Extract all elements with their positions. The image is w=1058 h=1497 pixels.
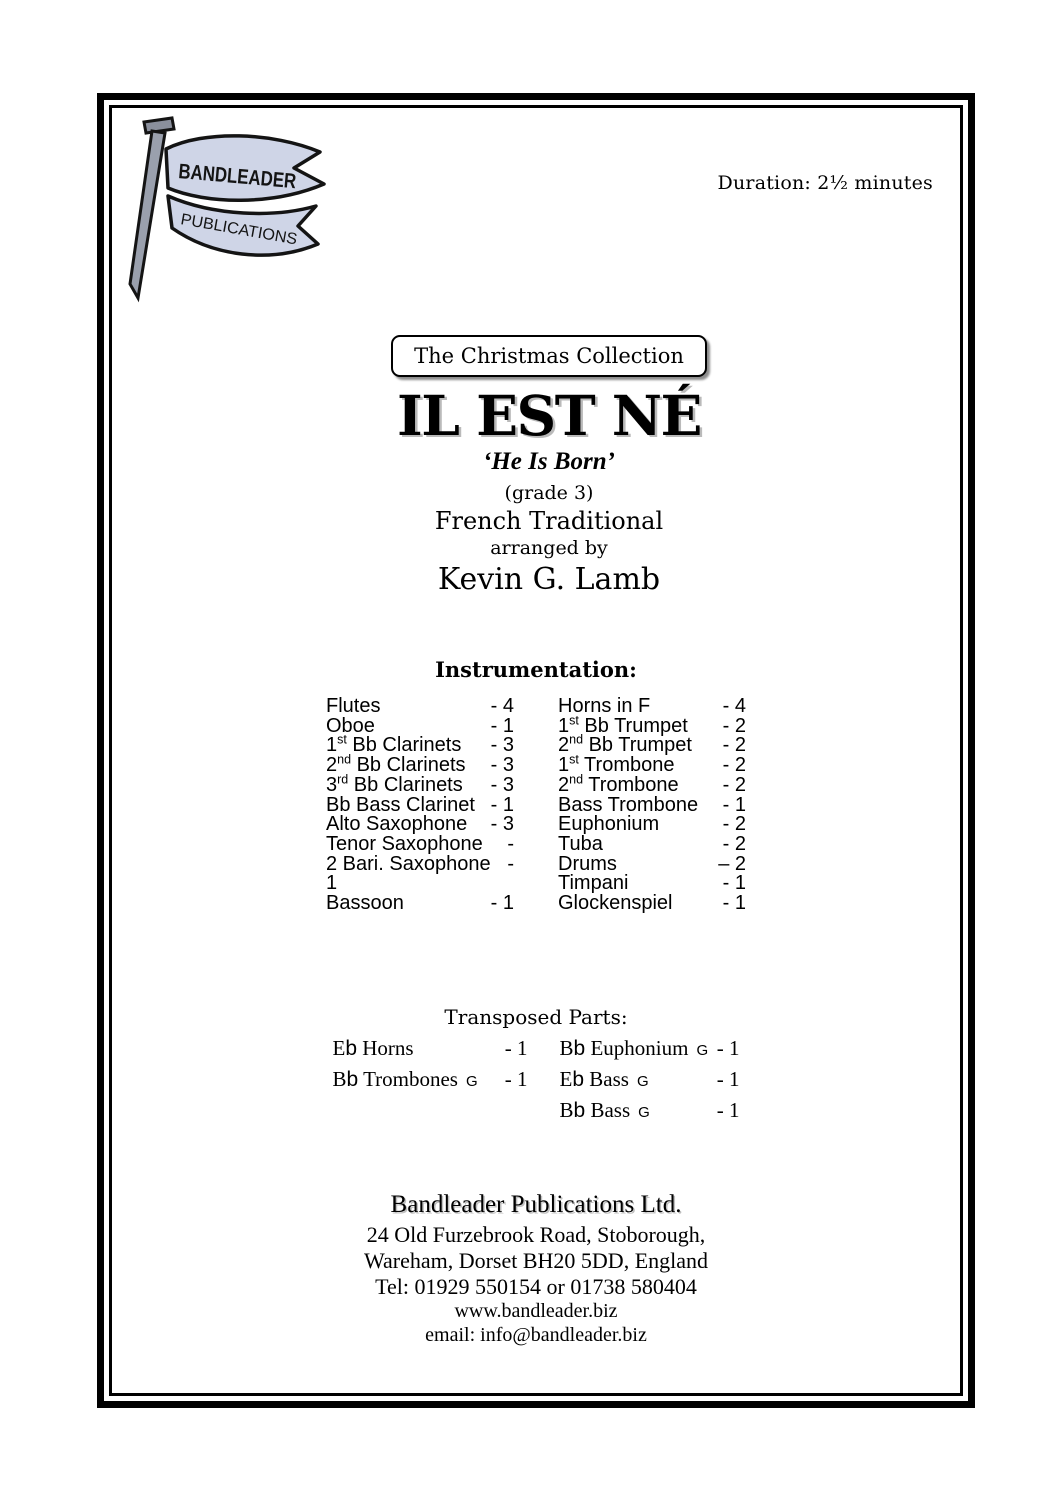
instrument-label: Glockenspiel xyxy=(558,892,673,915)
instrument-count: - 4 xyxy=(722,695,746,717)
instrument-label: Drums xyxy=(558,852,617,875)
transposed-name xyxy=(333,1036,505,1061)
instrument-count: - 4 xyxy=(490,695,514,717)
instrument-name xyxy=(326,852,491,875)
instrument-ordinal-number: 3 xyxy=(326,773,338,796)
transposed-note-letter: B xyxy=(559,1036,574,1060)
instrument-label: Alto Saxophone xyxy=(326,813,468,836)
title-block xyxy=(125,335,973,597)
flat-sign: b xyxy=(345,1037,358,1060)
page-inner-border xyxy=(109,105,963,1396)
instrument-count: - 1 xyxy=(722,793,746,816)
transposed-column-right xyxy=(560,1036,740,1129)
transposed-count: - 1 xyxy=(716,1036,740,1060)
transposed-note-letter: B xyxy=(332,1067,347,1091)
instrumentation-column-right xyxy=(558,697,746,914)
transposed-count: - 1 xyxy=(716,1098,740,1122)
instrument-label: Oboe xyxy=(326,714,375,737)
instrument-count: - 1 xyxy=(722,892,746,915)
transposed-parts-heading: Transposed Parts: xyxy=(444,1005,628,1029)
instrumentation-list xyxy=(326,697,746,914)
instrument-row xyxy=(558,894,746,914)
instrument-count: - 2 xyxy=(722,832,746,855)
instrument-label: Flutes xyxy=(326,695,381,717)
instrument-count: - 2 xyxy=(722,813,746,836)
instrument-ordinal-suffix: nd xyxy=(569,732,584,747)
flat-sign: b xyxy=(573,1037,586,1060)
instrumentation-column-left xyxy=(326,697,514,914)
transposed-column-left xyxy=(333,1036,528,1129)
instrument-label: Bb Trumpet xyxy=(578,714,688,737)
transposed-note-letter: B xyxy=(559,1098,574,1122)
banner-top xyxy=(166,136,327,200)
publisher-name: Bandleader Publications Ltd. xyxy=(390,1191,682,1218)
grade-label: (grade 3) xyxy=(504,481,594,504)
instrumentation-heading: Instrumentation: xyxy=(435,657,637,682)
page-border xyxy=(97,93,975,1408)
transposed-count: - 1 xyxy=(716,1067,740,1091)
logo-text-bandleader: BANDLEADER xyxy=(177,160,327,196)
instrument-label: Bb Bass Clarinet xyxy=(326,793,475,816)
duration-label: Duration: 2½ minutes xyxy=(717,172,933,194)
instrument-count: - 3 xyxy=(490,773,514,796)
bandleader-logo xyxy=(122,116,330,308)
piece-subtitle: ‘He Is Born’ xyxy=(483,447,615,475)
instrument-label: 2 Bari. Saxophone xyxy=(326,852,491,875)
instrument-count: – 2 xyxy=(718,852,746,875)
instrument-label: Trombone xyxy=(578,754,675,777)
instrument-name xyxy=(326,894,472,914)
transposed-count: - 1 xyxy=(504,1067,528,1091)
clef-indicator: G xyxy=(696,1042,709,1059)
instrument-label: Bb Clarinets xyxy=(346,734,462,757)
publisher-telephone: Tel: 01929 550154 or 01738 580404 xyxy=(375,1274,697,1299)
instrument-label: Bb Trumpet xyxy=(583,734,692,757)
instrument-label: Bb Clarinets xyxy=(351,754,466,777)
banner-bottom xyxy=(168,196,318,255)
instrument-count: - xyxy=(507,832,514,855)
transposed-parts-list xyxy=(333,1036,740,1129)
arranged-by-label: arranged by xyxy=(490,536,608,559)
clef-indicator: G xyxy=(465,1073,478,1090)
flat-sign: b xyxy=(346,1068,359,1091)
instrument-label: Horns in F xyxy=(558,695,651,717)
instrument-count: - 3 xyxy=(490,734,514,757)
instrument-label: 1 xyxy=(326,872,338,895)
instrument-count: - xyxy=(507,852,514,875)
instrument-ordinal-suffix: nd xyxy=(337,752,352,767)
transposed-note-letter: E xyxy=(332,1036,346,1060)
instrument-count: - 2 xyxy=(722,714,746,737)
publisher-website: www.bandleader.biz xyxy=(454,1300,618,1322)
transposed-name xyxy=(333,1067,505,1092)
transposed-row xyxy=(560,1067,740,1092)
transposed-row xyxy=(560,1036,740,1061)
transposed-count: - 1 xyxy=(504,1036,528,1060)
instrument-ordinal-suffix: rd xyxy=(337,772,349,787)
transposed-label: Trombones xyxy=(358,1067,458,1091)
instrument-count: - 1 xyxy=(490,714,514,737)
transposed-row xyxy=(333,1067,528,1092)
instrument-ordinal-number: 2 xyxy=(558,773,570,796)
instrument-count: - 1 xyxy=(722,872,746,895)
instrument-label: Bassoon xyxy=(326,892,404,915)
instrument-count: - 3 xyxy=(490,754,514,777)
instrument-count: - 3 xyxy=(490,813,514,836)
instrument-ordinal-number: 1 xyxy=(326,734,338,757)
collection-label: The Christmas Collection xyxy=(414,344,684,368)
transposed-note-letter: E xyxy=(559,1067,573,1091)
instrument-name xyxy=(558,894,704,914)
flagpole-icon xyxy=(130,118,174,298)
instrument-count: - 2 xyxy=(722,734,746,757)
transposed-name xyxy=(560,1036,717,1061)
instrument-ordinal-suffix: st xyxy=(569,752,579,767)
instrument-label: Tuba xyxy=(558,832,603,855)
flat-sign: b xyxy=(572,1068,585,1091)
transposed-label: Horns xyxy=(357,1036,414,1060)
instrument-label: Bass Trombone xyxy=(558,793,699,816)
transposed-label: Bass xyxy=(585,1098,631,1122)
instrument-count: - 1 xyxy=(490,793,514,816)
origin-label: French Traditional xyxy=(434,506,664,535)
instrument-count: - 1 xyxy=(490,892,514,915)
instrument-ordinal-suffix: st xyxy=(337,732,347,747)
flat-sign: b xyxy=(573,1099,586,1122)
publisher-block xyxy=(112,1191,960,1347)
piece-title: IL EST NÉ xyxy=(397,383,701,448)
instrument-ordinal-suffix: st xyxy=(569,713,579,728)
instrument-row xyxy=(326,852,514,875)
transposed-name xyxy=(560,1067,717,1092)
arranger-name: Kevin G. Lamb xyxy=(437,561,661,597)
instrument-ordinal-number: 1 xyxy=(558,714,570,737)
instrument-ordinal-number: 2 xyxy=(558,734,570,757)
transposed-name xyxy=(560,1098,717,1123)
logo-text-publications: PUBLICATIONS xyxy=(179,211,297,249)
transposed-row xyxy=(560,1098,740,1123)
instrument-row xyxy=(326,894,514,914)
instrument-ordinal-number: 1 xyxy=(558,754,570,777)
publisher-email: email: info@bandleader.biz xyxy=(425,1323,647,1346)
transposed-row xyxy=(333,1036,528,1061)
instrument-ordinal-number: 2 xyxy=(326,754,338,777)
instrument-label: Timpani xyxy=(558,872,629,895)
instrument-count: - 2 xyxy=(722,773,746,796)
instrument-label: Euphonium xyxy=(558,813,660,836)
clef-indicator: G xyxy=(638,1104,650,1121)
publisher-address-line1: 24 Old Furzebrook Road, Stoborough, xyxy=(366,1222,706,1247)
instrument-count: - 2 xyxy=(722,754,746,777)
transposed-label: Euphonium xyxy=(585,1036,689,1060)
transposed-label: Bass xyxy=(584,1067,629,1091)
instrument-ordinal-suffix: nd xyxy=(569,772,584,787)
instrument-label: Trombone xyxy=(583,773,679,796)
publisher-address-line2: Wareham, Dorset BH20 5DD, England xyxy=(363,1248,709,1273)
instrument-label: Bb Clarinets xyxy=(348,773,463,796)
instrument-label: Tenor Saxophone xyxy=(326,832,483,855)
clef-indicator: G xyxy=(636,1073,649,1090)
collection-badge xyxy=(391,335,707,377)
